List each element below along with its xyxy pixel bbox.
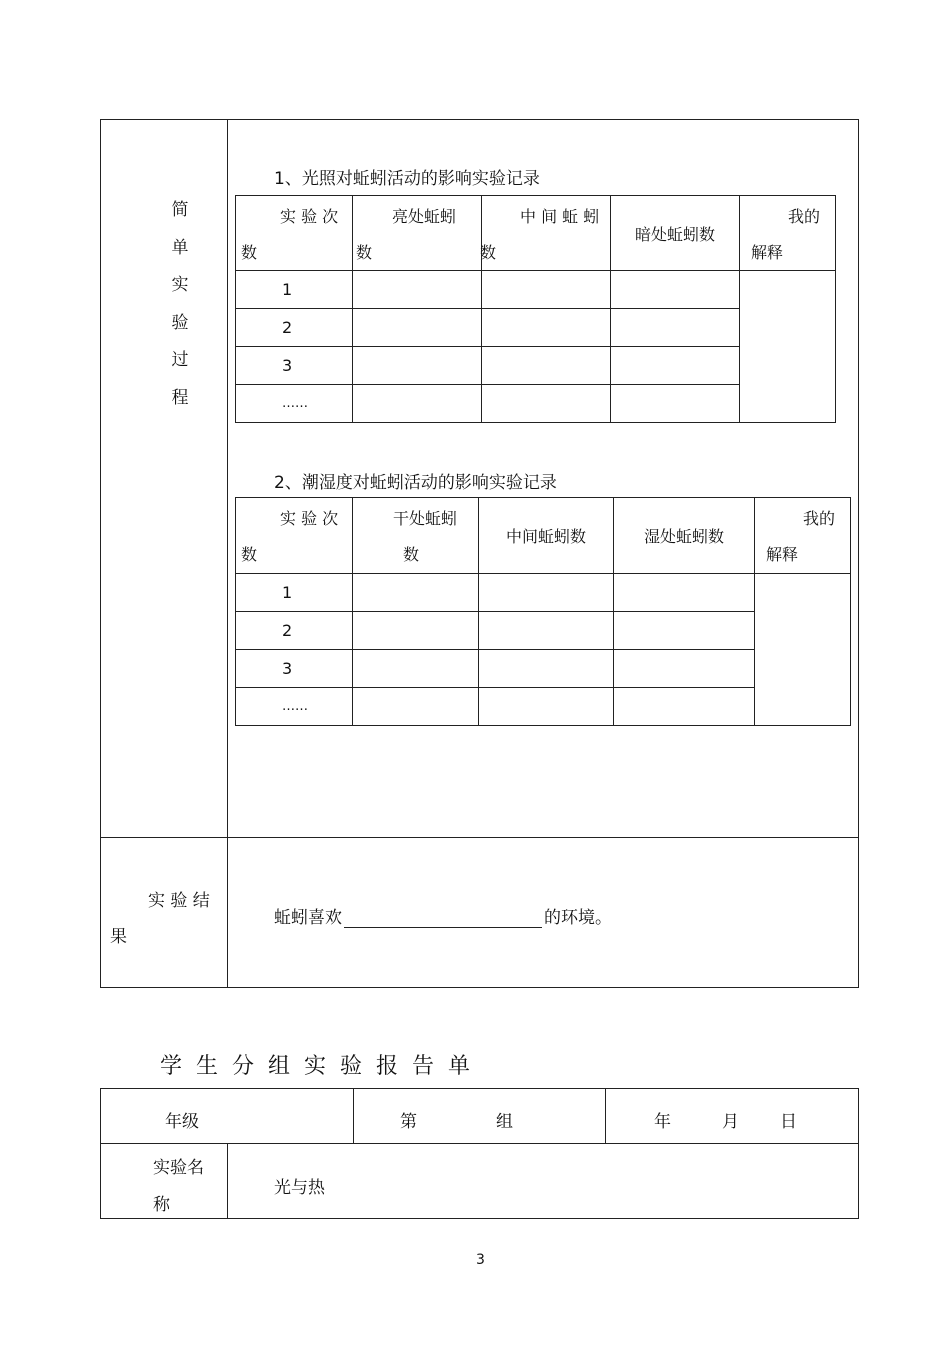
data-cell[interactable] xyxy=(614,688,755,726)
group-label-suffix: 组 xyxy=(496,1112,513,1132)
data-cell[interactable] xyxy=(353,650,479,688)
trial-number: …… xyxy=(236,688,353,726)
data-cell[interactable] xyxy=(479,574,614,612)
table2-header-wet: 湿处蚯蚓数 xyxy=(614,498,755,574)
data-cell[interactable] xyxy=(353,688,479,726)
table1-title: 1、光照对蚯蚓活动的影响实验记录 xyxy=(274,169,540,189)
data-cell[interactable] xyxy=(482,347,611,385)
section-divider xyxy=(100,837,859,838)
experiment-name-label-line2: 称 xyxy=(153,1195,170,1215)
process-label-char: 单 xyxy=(171,237,189,258)
data-cell[interactable] xyxy=(614,574,755,612)
table2-header-dry: 干处蚯蚓 数 xyxy=(353,498,479,574)
trial-number: …… xyxy=(236,385,353,423)
process-label-char: 实 xyxy=(171,275,189,295)
humidity-record-table xyxy=(235,497,851,726)
table2-header-middle: 中间蚯蚓数 xyxy=(479,498,614,574)
data-cell[interactable] xyxy=(482,385,611,423)
result-blank[interactable] xyxy=(344,909,542,928)
explanation-cell[interactable] xyxy=(740,271,836,423)
data-cell[interactable] xyxy=(611,347,740,385)
data-cell[interactable] xyxy=(611,271,740,309)
report-form-divider xyxy=(605,1088,606,1143)
trial-number: 3 xyxy=(236,650,353,688)
data-cell[interactable] xyxy=(353,385,482,423)
trial-number: 2 xyxy=(236,612,353,650)
result-sentence-start: 蚯蚓喜欢 xyxy=(274,908,342,928)
data-cell[interactable] xyxy=(611,385,740,423)
process-label-char: 验 xyxy=(171,312,189,333)
data-cell[interactable] xyxy=(479,650,614,688)
light-record-table xyxy=(235,195,836,423)
page-number: 3 xyxy=(476,1252,485,1268)
report-form-divider xyxy=(353,1088,354,1143)
date-month-label: 月 xyxy=(722,1112,739,1132)
table2-header-explain: 我的 解释 xyxy=(755,498,851,574)
group-label-prefix: 第 xyxy=(400,1112,417,1132)
trial-number: 3 xyxy=(236,347,353,385)
experiment-name-label-line1: 实验名 xyxy=(153,1158,204,1178)
data-cell[interactable] xyxy=(482,309,611,347)
data-cell[interactable] xyxy=(479,688,614,726)
report-form xyxy=(100,1088,859,1219)
trial-number: 1 xyxy=(236,574,353,612)
process-label-char: 过 xyxy=(171,350,189,370)
trial-number: 2 xyxy=(236,309,353,347)
data-cell[interactable] xyxy=(611,309,740,347)
table1-header-middle: 中 间 蚯 蚓 数 xyxy=(482,196,611,271)
table2-header-trial: 实 验 次 数 xyxy=(236,498,353,574)
report-title: 学生分组实验报告单 xyxy=(160,1054,485,1079)
data-cell[interactable] xyxy=(353,271,482,309)
process-label-char: 简 xyxy=(171,200,189,220)
label-column-divider xyxy=(227,119,228,988)
result-label-line2: 果 xyxy=(110,927,127,947)
explanation-cell[interactable] xyxy=(755,574,851,726)
report-form-row-divider xyxy=(100,1143,859,1144)
result-label-line1: 实 验 结 xyxy=(148,891,210,911)
data-cell[interactable] xyxy=(353,612,479,650)
table-row xyxy=(236,574,851,612)
table1-header-explain: 我的 解释 xyxy=(740,196,836,271)
result-sentence-end: 的环境。 xyxy=(544,908,612,928)
date-year-label: 年 xyxy=(654,1112,671,1132)
trial-number: 1 xyxy=(236,271,353,309)
process-label-char: 程 xyxy=(171,387,189,408)
grade-label: 年级 xyxy=(165,1112,199,1132)
table1-header-bright: 亮处蚯蚓 数 xyxy=(353,196,482,271)
date-day-label: 日 xyxy=(780,1112,797,1132)
data-cell[interactable] xyxy=(353,347,482,385)
report-form-divider xyxy=(227,1143,228,1219)
table2-title: 2、潮湿度对蚯蚓活动的影响实验记录 xyxy=(274,473,557,493)
data-cell[interactable] xyxy=(353,574,479,612)
data-cell[interactable] xyxy=(482,271,611,309)
table-row xyxy=(236,271,836,309)
table1-header-dark: 暗处蚯蚓数 xyxy=(611,196,740,271)
data-cell[interactable] xyxy=(614,650,755,688)
result-sentence xyxy=(274,903,612,928)
data-cell[interactable] xyxy=(479,612,614,650)
experiment-name-value: 光与热 xyxy=(274,1178,325,1198)
data-cell[interactable] xyxy=(614,612,755,650)
table1-header-trial: 实 验 次 数 xyxy=(236,196,353,271)
data-cell[interactable] xyxy=(353,309,482,347)
